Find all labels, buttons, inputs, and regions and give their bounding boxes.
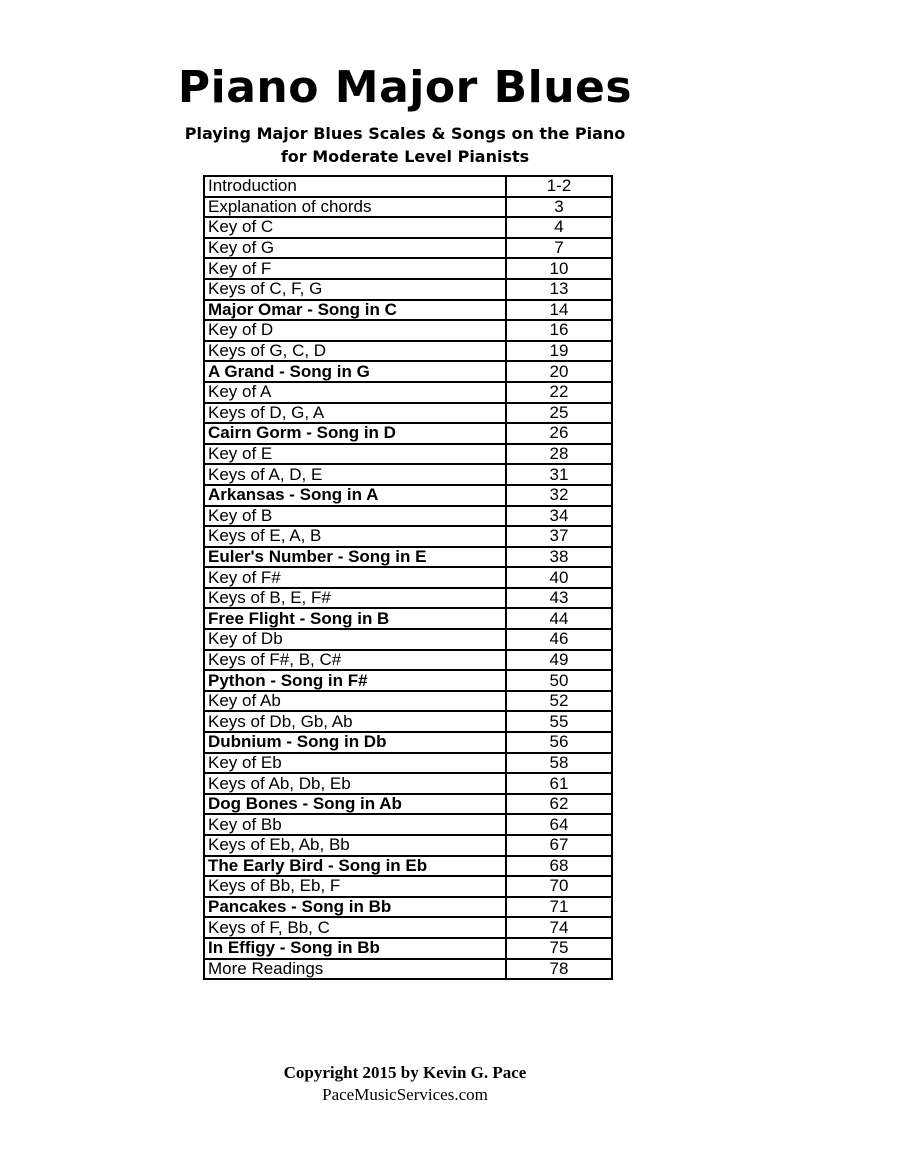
toc-row-song bbox=[204, 423, 612, 444]
toc-entry-page: 49 bbox=[506, 650, 612, 671]
toc-entry-label: Euler's Number - Song in E bbox=[204, 547, 506, 568]
toc-entry-page: 28 bbox=[506, 444, 612, 465]
toc-entry-label: Key of G bbox=[204, 238, 506, 259]
subtitle-line-1: Playing Major Blues Scales & Songs on the Piano bbox=[184, 124, 626, 143]
toc-entry-page: 32 bbox=[506, 485, 612, 506]
toc-entry-page: 43 bbox=[506, 588, 612, 609]
toc-row-song bbox=[204, 794, 612, 815]
toc-row bbox=[204, 691, 612, 712]
toc-row bbox=[204, 526, 612, 547]
toc-row bbox=[204, 444, 612, 465]
toc-entry-page: 40 bbox=[506, 567, 612, 588]
copyright-notice: Copyright 2015 by Kevin G. Pace bbox=[283, 1063, 527, 1082]
toc-row bbox=[204, 959, 612, 980]
toc-entry-label: Major Omar - Song in C bbox=[204, 300, 506, 321]
toc-entry-label: Key of F# bbox=[204, 567, 506, 588]
toc-row-song bbox=[204, 897, 612, 918]
toc-row bbox=[204, 238, 612, 259]
toc-entry-label: Key of Ab bbox=[204, 691, 506, 712]
toc-entry-label: Key of E bbox=[204, 444, 506, 465]
toc-entry-label: Key of Bb bbox=[204, 814, 506, 835]
toc-entry-page: 67 bbox=[506, 835, 612, 856]
toc-row bbox=[204, 197, 612, 218]
toc-entry-label: Keys of G, C, D bbox=[204, 341, 506, 362]
toc-row bbox=[204, 217, 612, 238]
toc-entry-page: 34 bbox=[506, 506, 612, 527]
toc-entry-page: 52 bbox=[506, 691, 612, 712]
toc-entry-page: 19 bbox=[506, 341, 612, 362]
toc-row bbox=[204, 773, 612, 794]
toc-entry-label: More Readings bbox=[204, 959, 506, 980]
toc-entry-label: Explanation of chords bbox=[204, 197, 506, 218]
toc-row bbox=[204, 650, 612, 671]
toc-entry-label: Key of Eb bbox=[204, 753, 506, 774]
toc-entry-page: 37 bbox=[506, 526, 612, 547]
toc-entry-label: Free Flight - Song in B bbox=[204, 608, 506, 629]
toc-row bbox=[204, 341, 612, 362]
toc-entry-page: 50 bbox=[506, 670, 612, 691]
table-of-contents bbox=[203, 175, 613, 980]
toc-entry-label: Keys of Bb, Eb, F bbox=[204, 876, 506, 897]
toc-entry-label: Keys of Db, Gb, Ab bbox=[204, 711, 506, 732]
toc-entry-page: 14 bbox=[506, 300, 612, 321]
toc-row bbox=[204, 176, 612, 197]
toc-entry-page: 20 bbox=[506, 361, 612, 382]
toc-row bbox=[204, 629, 612, 650]
toc-entry-label: Arkansas - Song in A bbox=[204, 485, 506, 506]
toc-entry-page: 3 bbox=[506, 197, 612, 218]
toc-entry-label: Keys of B, E, F# bbox=[204, 588, 506, 609]
toc-entry-page: 62 bbox=[506, 794, 612, 815]
toc-entry-page: 46 bbox=[506, 629, 612, 650]
toc-entry-label: Keys of C, F, G bbox=[204, 279, 506, 300]
toc-entry-label: Keys of D, G, A bbox=[204, 403, 506, 424]
toc-entry-label: Key of A bbox=[204, 382, 506, 403]
toc-entry-page: 10 bbox=[506, 258, 612, 279]
toc-entry-label: A Grand - Song in G bbox=[204, 361, 506, 382]
toc-row bbox=[204, 567, 612, 588]
toc-entry-label: Cairn Gorm - Song in D bbox=[204, 423, 506, 444]
toc-entry-label: Introduction bbox=[204, 176, 506, 197]
toc-entry-page: 22 bbox=[506, 382, 612, 403]
toc-entry-page: 13 bbox=[506, 279, 612, 300]
toc-entry-page: 75 bbox=[506, 938, 612, 959]
toc-entry-page: 58 bbox=[506, 753, 612, 774]
toc-entry-page: 38 bbox=[506, 547, 612, 568]
toc-row bbox=[204, 917, 612, 938]
toc-row bbox=[204, 588, 612, 609]
toc-row bbox=[204, 403, 612, 424]
toc-entry-label: In Effigy - Song in Bb bbox=[204, 938, 506, 959]
toc-entry-page: 74 bbox=[506, 917, 612, 938]
toc-row-song bbox=[204, 670, 612, 691]
toc-entry-label: Keys of Eb, Ab, Bb bbox=[204, 835, 506, 856]
toc-entry-page: 64 bbox=[506, 814, 612, 835]
subtitle-line-2: for Moderate Level Pianists bbox=[280, 147, 530, 166]
toc-row-song bbox=[204, 732, 612, 753]
toc-entry-label: Python - Song in F# bbox=[204, 670, 506, 691]
toc-row bbox=[204, 506, 612, 527]
toc-entry-page: 7 bbox=[506, 238, 612, 259]
toc-row bbox=[204, 711, 612, 732]
toc-entry-page: 78 bbox=[506, 959, 612, 980]
toc-row bbox=[204, 258, 612, 279]
toc-entry-label: Dubnium - Song in Db bbox=[204, 732, 506, 753]
toc-entry-page: 26 bbox=[506, 423, 612, 444]
toc-entry-page: 55 bbox=[506, 711, 612, 732]
toc-row-song bbox=[204, 485, 612, 506]
toc-row-song bbox=[204, 938, 612, 959]
toc-row bbox=[204, 876, 612, 897]
toc-entry-page: 25 bbox=[506, 403, 612, 424]
toc-row bbox=[204, 320, 612, 341]
toc-entry-page: 71 bbox=[506, 897, 612, 918]
page-title: Piano Major Blues bbox=[177, 62, 633, 113]
toc-entry-label: Keys of F, Bb, C bbox=[204, 917, 506, 938]
toc-entry-label: Keys of Ab, Db, Eb bbox=[204, 773, 506, 794]
toc-row bbox=[204, 382, 612, 403]
toc-row bbox=[204, 464, 612, 485]
toc-entry-label: Keys of E, A, B bbox=[204, 526, 506, 547]
toc-row bbox=[204, 279, 612, 300]
toc-entry-page: 70 bbox=[506, 876, 612, 897]
toc-entry-label: Key of B bbox=[204, 506, 506, 527]
toc-entry-label: Key of Db bbox=[204, 629, 506, 650]
toc-entry-label: Pancakes - Song in Bb bbox=[204, 897, 506, 918]
toc-entry-label: Keys of F#, B, C# bbox=[204, 650, 506, 671]
toc-row bbox=[204, 814, 612, 835]
toc-entry-page: 1-2 bbox=[506, 176, 612, 197]
toc-entry-label: The Early Bird - Song in Eb bbox=[204, 856, 506, 877]
toc-entry-page: 31 bbox=[506, 464, 612, 485]
toc-entry-page: 44 bbox=[506, 608, 612, 629]
toc-entry-page: 16 bbox=[506, 320, 612, 341]
toc-row bbox=[204, 753, 612, 774]
toc-entry-page: 61 bbox=[506, 773, 612, 794]
toc-entry-label: Key of F bbox=[204, 258, 506, 279]
toc-entry-label: Key of C bbox=[204, 217, 506, 238]
toc-row-song bbox=[204, 856, 612, 877]
toc-entry-page: 68 bbox=[506, 856, 612, 877]
toc-row-song bbox=[204, 361, 612, 382]
website-url: PaceMusicServices.com bbox=[322, 1085, 488, 1104]
toc-row-song bbox=[204, 608, 612, 629]
toc-row-song bbox=[204, 547, 612, 568]
toc-entry-label: Keys of A, D, E bbox=[204, 464, 506, 485]
toc-row-song bbox=[204, 300, 612, 321]
toc-row bbox=[204, 835, 612, 856]
toc-entry-label: Dog Bones - Song in Ab bbox=[204, 794, 506, 815]
toc-entry-page: 4 bbox=[506, 217, 612, 238]
toc-entry-page: 56 bbox=[506, 732, 612, 753]
toc-entry-label: Key of D bbox=[204, 320, 506, 341]
toc-body bbox=[204, 176, 612, 979]
